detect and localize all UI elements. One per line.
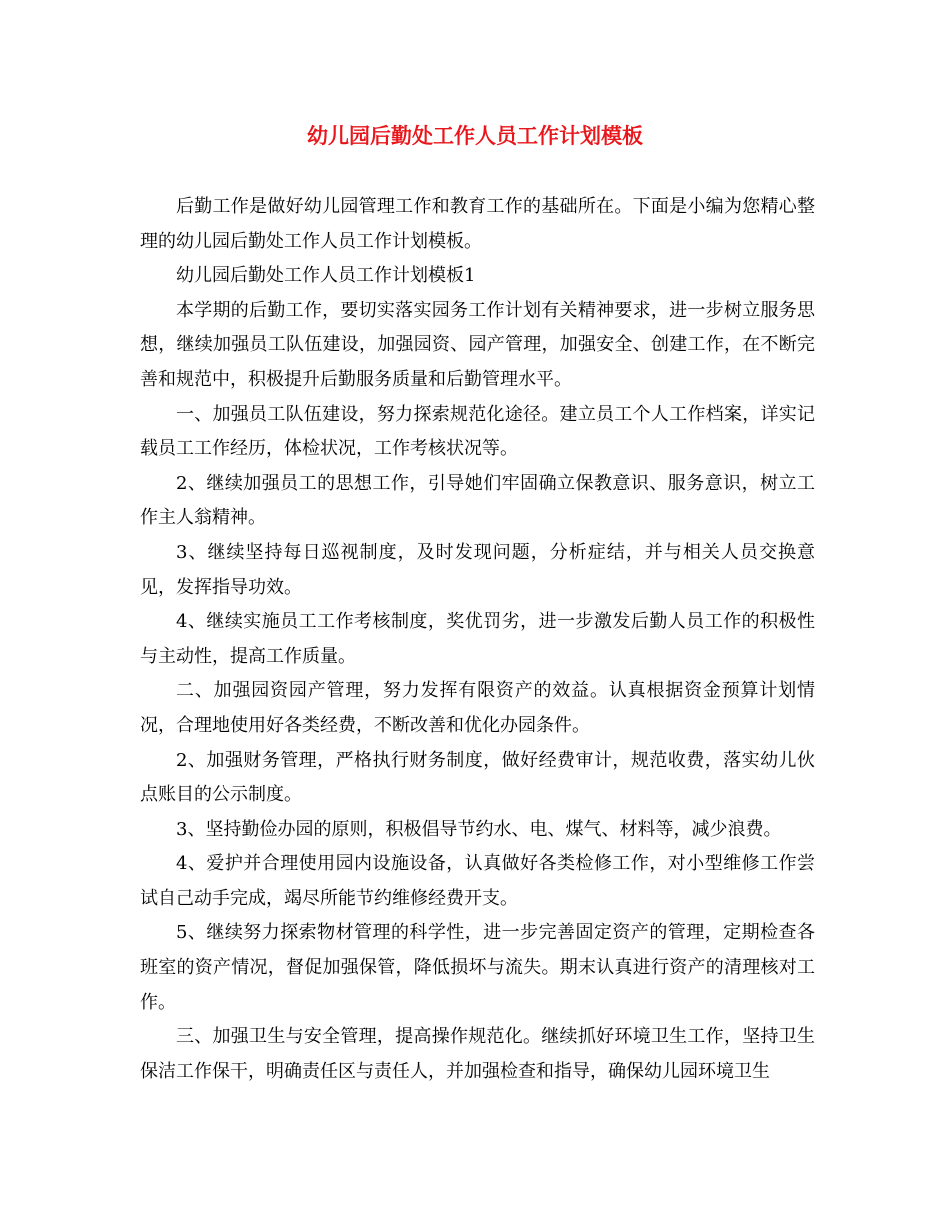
document-body: [140, 190, 815, 1089]
paragraph: 本学期的后勤工作，要切实落实园务工作计划有关精神要求，进一步树立服务思想，继续加强员工队伍建设，加强园资、园产管理，加强安全、创建工作，在不断完善和规范中，积极提升后勤服务质量和后勤管理水平。: [140, 299, 815, 390]
paragraph: 2、继续加强员工的思想工作，引导她们牢固确立保教意识、服务意识，树立工作主人翁精神。: [140, 472, 815, 529]
paragraph: 二、加强园资园产管理，努力发挥有限资产的效益。认真根据资金预算计划情况，合理地使用好各类经费，不断改善和优化办园条件。: [140, 680, 815, 736]
paragraph: 5、继续努力探索物材管理的科学性，进一步完善固定资产的管理，定期检查各班室的资产情况，督促加强保管，降低损坏与流失。期末认真进行资产的清理核对工作。: [140, 922, 815, 1013]
paragraph: 4、继续实施员工工作考核制度，奖优罚劣，进一步激发后勤人员工作的积极性与主动性，提高工作质量。: [140, 611, 815, 667]
paragraph: 4、爱护并合理使用园内设施设备，认真做好各类检修工作，对小型维修工作尝试自己动手完成，竭尽所能节约维修经费开支。: [140, 853, 815, 909]
document-title: 幼儿园后勤处工作人员工作计划模板: [307, 123, 643, 148]
section-heading: 幼儿园后勤处工作人员工作计划模板1: [176, 265, 476, 287]
paragraph: 3、坚持勤俭办园的原则，积极倡导节约水、电、煤气、材料等，减少浪费。: [176, 818, 782, 840]
paragraph: 2、加强财务管理，严格执行财务制度，做好经费审计，规范收费，落实幼儿伙点账目的公示制度。: [140, 749, 815, 806]
paragraph: 3、继续坚持每日巡视制度，及时发现问题，分析症结，并与相关人员交换意见，发挥指导功效。: [140, 541, 815, 598]
paragraph: 三、加强卫生与安全管理，提高操作规范化。继续抓好环境卫生工作，坚持卫生保洁工作保干，明确责任区与责任人，并加强检查和指导，确保幼儿园环境卫生: [140, 1026, 815, 1082]
paragraph: 一、加强员工队伍建设，努力探索规范化途径。建立员工个人工作档案，详实记载员工工作经历，体检状况，工作考核状况等。: [140, 403, 815, 460]
paragraph: 后勤工作是做好幼儿园管理工作和教育工作的基础所在。下面是小编为您精心整理的幼儿园后勤处工作人员工作计划模板。: [140, 196, 815, 252]
